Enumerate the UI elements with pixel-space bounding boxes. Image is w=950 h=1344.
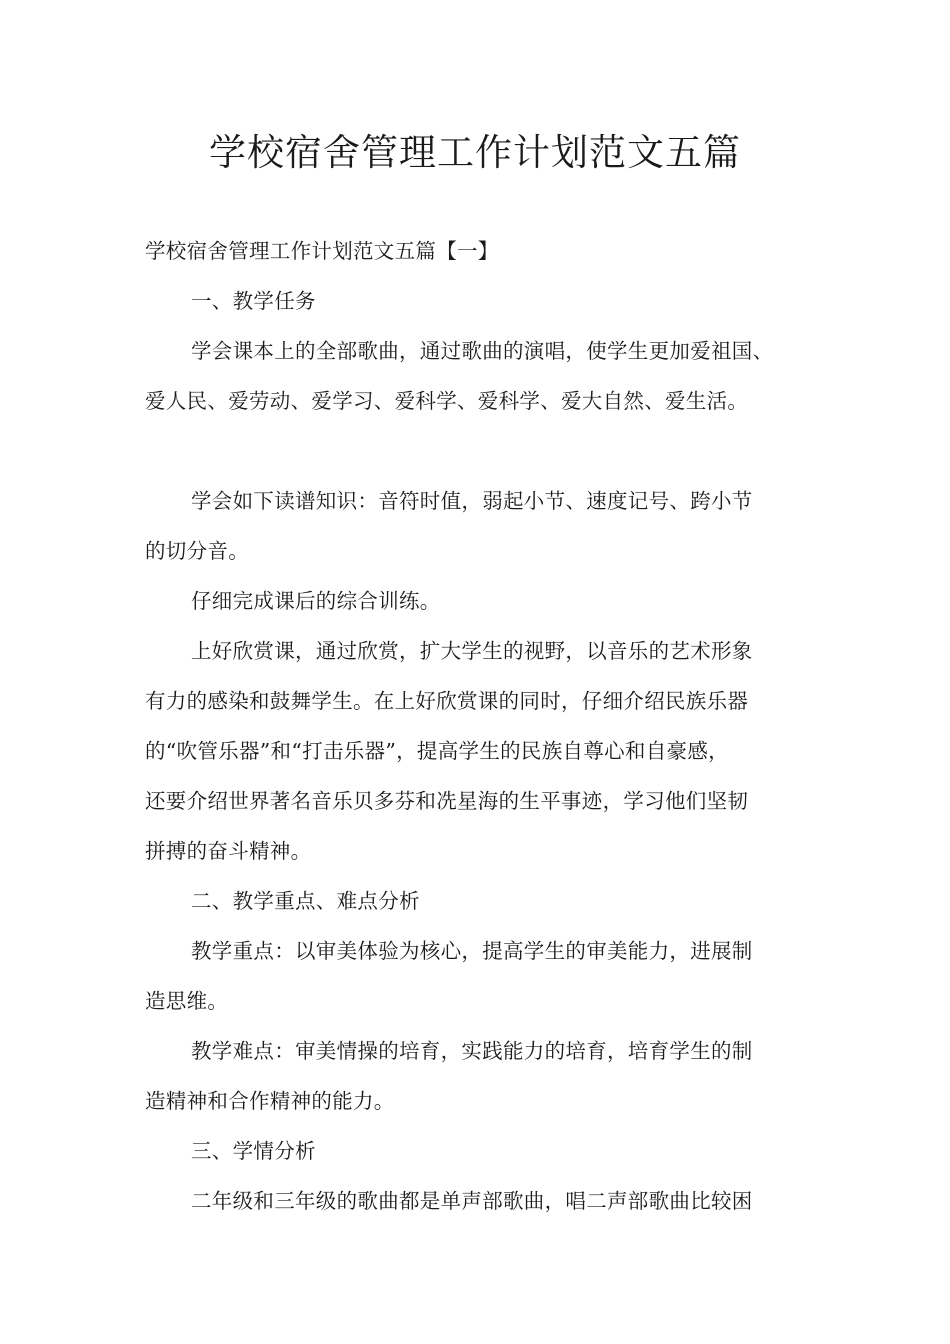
subheading: 二、教学重点、难点分析 <box>191 889 420 913</box>
paragraph-line: 仔细完成课后的综合训练。 <box>191 589 441 613</box>
section-heading: 学校宿舍管理工作计划范文五篇【一】 <box>145 239 499 263</box>
subheading: 一、教学任务 <box>191 289 316 313</box>
paragraph-line: 有力的感染和鼓舞学生。在上好欣赏课的同时，仔细介绍民族乐器 <box>145 689 749 713</box>
document-body <box>145 226 835 1226</box>
paragraph-line: 造思维。 <box>145 989 229 1013</box>
paragraph-line: 学会课本上的全部歌曲，通过歌曲的演唱，使学生更加爱祖国、 <box>191 339 774 363</box>
paragraph-line: 的切分音。 <box>145 539 249 563</box>
paragraph-line: 教学难点：审美情操的培育，实践能力的培育，培育学生的制 <box>191 1039 753 1063</box>
blank-line <box>145 426 835 476</box>
paragraph-line: 造精神和合作精神的能力。 <box>145 1089 395 1113</box>
paragraph-line: 上好欣赏课，通过欣赏，扩大学生的视野，以音乐的艺术形象 <box>191 639 753 663</box>
paragraph-line: 爱人民、爱劳动、爱学习、爱科学、爱科学、爱大自然、爱生活。 <box>145 389 749 413</box>
paragraph-line: 教学重点：以审美体验为核心，提高学生的审美能力，进展制 <box>191 939 753 963</box>
paragraph-line: 二年级和三年级的歌曲都是单声部歌曲，唱二声部歌曲比较困 <box>191 1189 753 1213</box>
paragraph-line: 的“吹管乐器”和“打击乐器”，提高学生的民族自尊心和自豪感， <box>145 739 729 763</box>
paragraph-line: 还要介绍世界著名音乐贝多芬和冼星海的生平事迹，学习他们坚韧 <box>145 789 749 813</box>
paragraph-line: 拼搏的奋斗精神。 <box>145 839 312 863</box>
subheading: 三、学情分析 <box>191 1139 316 1163</box>
paragraph-line: 学会如下读谱知识：音符时值，弱起小节、速度记号、跨小节 <box>191 489 753 513</box>
document-title: 学校宿舍管理工作计划范文五篇 <box>209 131 741 174</box>
